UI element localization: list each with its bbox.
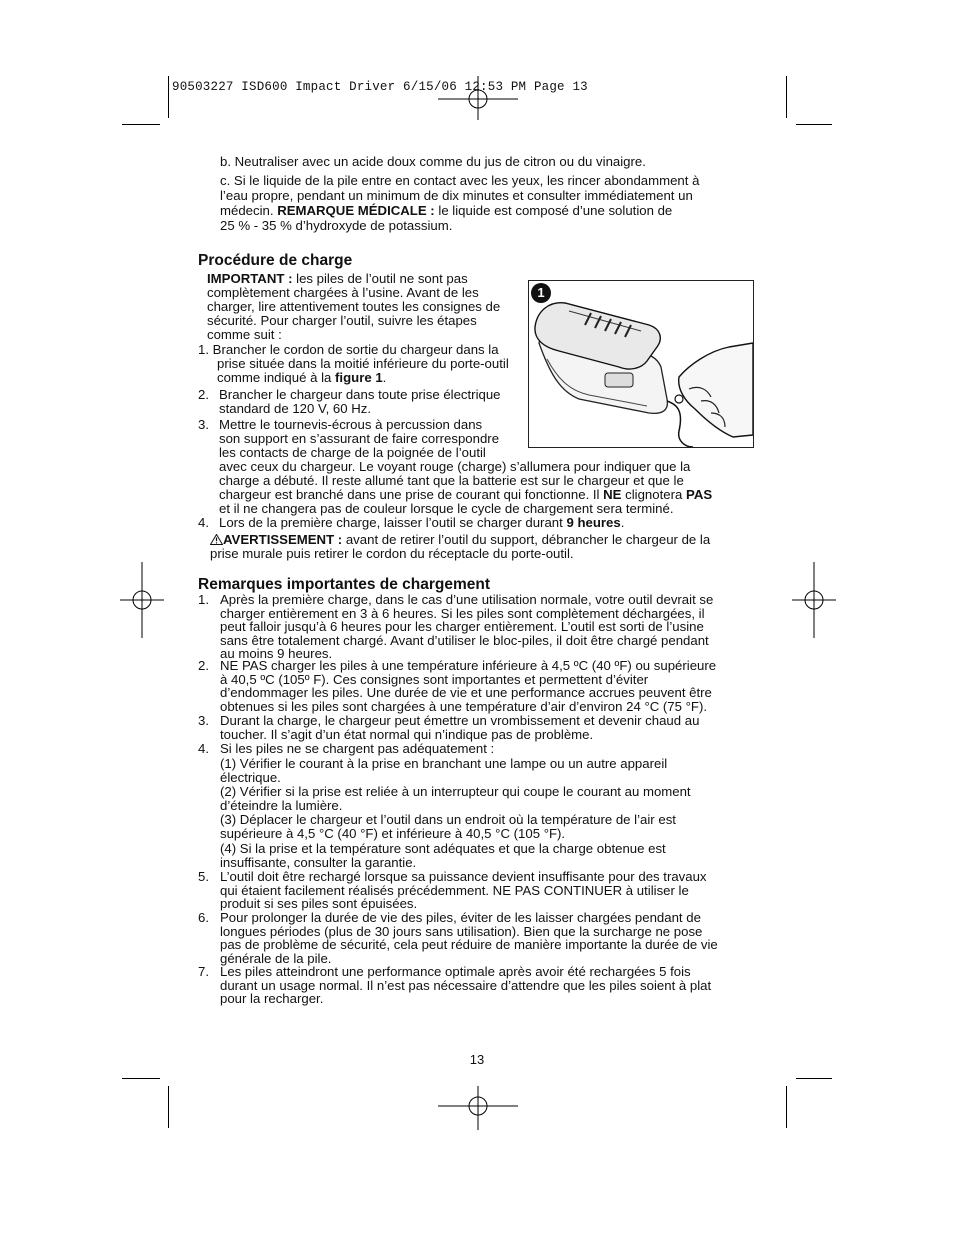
important-line: comme suit :	[207, 327, 282, 342]
step-line: prise située dans la moitié inférieure du porte-outil	[217, 356, 509, 371]
remark-item	[198, 757, 667, 784]
remark-line: peut falloir jusqu’à 6 heures pour les charger entièrement. L’outil est sorti de l’usine	[220, 619, 704, 635]
remark-item	[198, 714, 699, 741]
item-c-line: l’eau propre, pendant un minimum de dix minutes et consulter immédiatement un	[220, 188, 693, 203]
step-text: comme indiqué à la	[217, 370, 336, 385]
remark-line: pour la recharger.	[220, 991, 324, 1007]
remark-line: obtenues si les piles sont chargées à une température d’air d’environ 24 °C (75 °F).	[220, 698, 708, 714]
figure-number-badge: 1	[531, 283, 551, 303]
step-number: 2.	[198, 387, 209, 402]
remark-item	[198, 813, 676, 840]
warning-note	[210, 533, 710, 561]
step-line: 1. Brancher le cordon de sortie du chargeur dans la	[198, 342, 499, 357]
warning-label: AVERTISSEMENT :	[223, 532, 343, 547]
remark-number: 3.	[198, 713, 209, 728]
section-heading-remarks: Remarques importantes de chargement	[198, 576, 491, 593]
warning-line	[210, 533, 710, 547]
remark-line: produit si ses piles sont épuisées.	[220, 896, 418, 912]
page-number: 13	[469, 1052, 485, 1067]
item-c-text: médecin.	[220, 203, 278, 218]
important-line: charger, lire attentivement toutes les consignes de	[207, 299, 501, 314]
emphasis-pas: PAS	[686, 487, 713, 502]
remark-line: Pour prolonger la durée de vie des piles, éviter de les laisser chargées pendant de	[220, 910, 701, 925]
step-text: .	[620, 515, 625, 530]
remark-line: (2) Vérifier si la prise est reliée à un interrupteur qui coupe le courant au moment	[220, 784, 691, 799]
charge-duration: 9 heures	[566, 515, 621, 530]
step-text: clignotera	[621, 487, 686, 502]
step-text: chargeur est branché dans une prise de courant qui fonctionne. Il	[219, 487, 604, 502]
important-note	[207, 272, 500, 342]
figure-1	[528, 280, 754, 448]
crop-mark-bl-h	[122, 1078, 160, 1079]
remark-line: durant un usage normal. Il n’est pas nécessaire d’attendre que les piles soient à plat	[220, 977, 712, 993]
crop-mark-tr-v	[786, 76, 787, 118]
remark-line: Durant la charge, le chargeur peut émettre un vrombissement et devenir chaud au	[220, 713, 700, 728]
step-line: standard de 120 V, 60 Hz.	[219, 401, 372, 416]
tool-on-charger-illustration-icon	[529, 281, 753, 447]
item-c-line	[220, 203, 699, 218]
remark-number: 6.	[198, 910, 209, 925]
warning-line: prise murale puis retirer le cordon du réceptacle du porte-outil.	[210, 546, 574, 561]
crop-mark-tl-h	[122, 124, 160, 125]
remark-line: longues périodes (plus de 30 jours sans utilisation). Bien que la surcharge ne pose	[220, 923, 703, 939]
remark-line: Les piles atteindront une performance optimale après avoir été rechargées 5 fois	[220, 964, 691, 979]
remark-line: supérieure à 4,5 °C (40 °F) et inférieure à 40,5 °C (105 °F).	[220, 825, 566, 841]
remark-body	[198, 659, 716, 713]
warning-triangle-icon	[210, 534, 223, 545]
remark-body	[198, 842, 666, 869]
remark-item	[198, 785, 691, 812]
remark-line: L’outil doit être rechargé lorsque sa puissance devient insuffisante pour des travaux	[220, 869, 707, 884]
crop-mark-bl-v	[168, 1086, 169, 1128]
remark-item	[198, 593, 713, 661]
step-text: .	[382, 370, 387, 385]
remark-line: Si les piles ne se chargent pas adéquatement :	[220, 741, 495, 756]
remark-line: (3) Déplacer le chargeur et l’outil dans un endroit où la température de l’air est	[220, 812, 676, 827]
battery-leak-item-c	[220, 173, 699, 233]
step-line: et il ne changera pas de couleur lorsque le cycle de chargement sera terminé.	[219, 501, 674, 516]
step-number: 4.	[198, 515, 209, 530]
remark-body	[198, 870, 707, 911]
step-line	[198, 371, 509, 385]
remark-line: insuffisante, consulter la garantie.	[220, 854, 417, 870]
remark-body	[198, 911, 718, 965]
remark-item	[198, 742, 494, 756]
important-text: les piles de l’outil ne sont pas	[292, 271, 468, 286]
charge-step-4	[198, 516, 624, 530]
crop-mark-br-v	[786, 1086, 787, 1128]
remark-line: au moins 9 heures.	[220, 646, 333, 662]
remark-number: 7.	[198, 964, 209, 979]
important-line	[207, 272, 500, 286]
remark-body	[198, 965, 711, 1006]
remark-body	[198, 714, 699, 741]
crop-mark-tr-h	[796, 124, 832, 125]
registration-target-top-icon	[438, 76, 518, 120]
step-text: Lors de la première charge, laisser l’outil se charger durant	[219, 515, 567, 530]
item-b-text: b. Neutraliser avec un acide doux comme du jus de citron ou du vinaigre.	[220, 154, 646, 169]
crop-mark-tl-v	[168, 76, 169, 118]
item-c-line: c. Si le liquide de la pile entre en contact avec les yeux, les rincer abondamment à	[220, 173, 700, 188]
step-line: son support en s’assurant de faire correspondre	[219, 431, 500, 446]
charge-step-1	[198, 343, 509, 385]
remark-line: toucher. Il s’agit d’un état normal qui n’indique pas de problème.	[220, 726, 594, 742]
section-heading-charge: Procédure de charge	[198, 252, 353, 269]
charge-step-2	[198, 388, 501, 416]
remark-line: NE PAS charger les piles à une température inférieure à 4,5 ºC (40 ºF) ou supérieure	[220, 658, 717, 673]
remark-line: d’éteindre la lumière.	[220, 797, 343, 813]
remark-item	[198, 659, 716, 713]
crop-mark-br-h	[796, 1078, 832, 1079]
important-label: IMPORTANT :	[207, 271, 293, 286]
item-c-line: 25 % - 35 % d’hydroxyde de potassium.	[220, 218, 453, 233]
step-line	[219, 488, 712, 502]
step-line: Mettre le tournevis-écrous à percussion dans	[219, 417, 483, 432]
remark-line: générale de la pile.	[220, 950, 332, 966]
step-body	[198, 388, 501, 416]
step-line: charge a débuté. Il reste allumé tant que la batterie est sur le chargeur et que le	[219, 473, 684, 488]
step-line: avec ceux du chargeur. Le voyant rouge (charge) s’allumera pour indiquer que la	[219, 459, 691, 474]
important-line: complètement chargées à l’usine. Avant de les	[207, 285, 479, 300]
remark-line: (4) Si la prise et la température sont adéquates et que la charge obtenue est	[220, 841, 666, 856]
remark-number: 4.	[198, 741, 209, 756]
remark-body	[198, 813, 676, 840]
remark-body	[198, 785, 691, 812]
medical-note-label: REMARQUE MÉDICALE :	[277, 203, 435, 218]
remark-line: d’endommager les piles. Une durée de vie et une performance accrues peuvent être	[220, 685, 712, 701]
remark-line: Après la première charge, dans le cas d’une utilisation normale, votre outil devrait se	[220, 592, 714, 607]
emphasis-ne: NE	[603, 487, 622, 502]
remark-line: sans être totalement chargé. Avant d’utiliser le bloc-piles, il doit être chargé pendant	[220, 632, 709, 648]
warning-text: avant de retirer l’outil du support, débrancher le chargeur de la	[342, 532, 711, 547]
remark-body	[198, 742, 494, 756]
step-line: les contacts de charge de la poignée de l’outil	[219, 445, 486, 460]
battery-leak-item-b	[220, 154, 646, 169]
remark-number: 2.	[198, 658, 209, 673]
registration-target-left-icon	[120, 562, 164, 638]
item-c-text: le liquide est composé d’une solution de	[434, 203, 673, 218]
important-line: sécurité. Pour charger l’outil, suivre les étapes	[207, 313, 477, 328]
remark-line: (1) Vérifier le courant à la prise en branchant une lampe ou un autre appareil	[220, 756, 668, 771]
figure-reference: figure 1	[335, 370, 383, 385]
remark-body	[198, 757, 667, 784]
remark-item	[198, 911, 718, 965]
remark-line: charger entièrement en 3 à 6 heures. Si les piles sont complètement déchargées, il	[220, 605, 705, 621]
remark-body	[198, 593, 713, 661]
remark-number: 1.	[198, 592, 209, 607]
remark-line: qui étaient facilement réalisés précédemment. NE PAS CONTINUER à utiliser le	[220, 882, 689, 898]
remark-line: électrique.	[220, 769, 281, 785]
remark-item	[198, 870, 707, 911]
remark-item	[198, 965, 711, 1006]
step-number: 3.	[198, 417, 209, 432]
registration-target-right-icon	[792, 562, 836, 638]
step-body	[198, 516, 624, 530]
remark-number: 5.	[198, 869, 209, 884]
remark-line: pas de problème de sécurité, cela peut réduire de manière importante la durée de vie	[220, 937, 718, 953]
remark-item	[198, 842, 666, 869]
step-line: Brancher le chargeur dans toute prise électrique	[219, 387, 501, 402]
print-slug: 90503227 ISD600 Impact Driver 6/15/06 12:53 PM Page 13	[172, 80, 588, 94]
registration-target-bottom-icon	[438, 1086, 518, 1130]
remark-line: à 40,5 ºC (105º F). Ces consignes sont importantes et permettent d’éviter	[220, 671, 649, 687]
